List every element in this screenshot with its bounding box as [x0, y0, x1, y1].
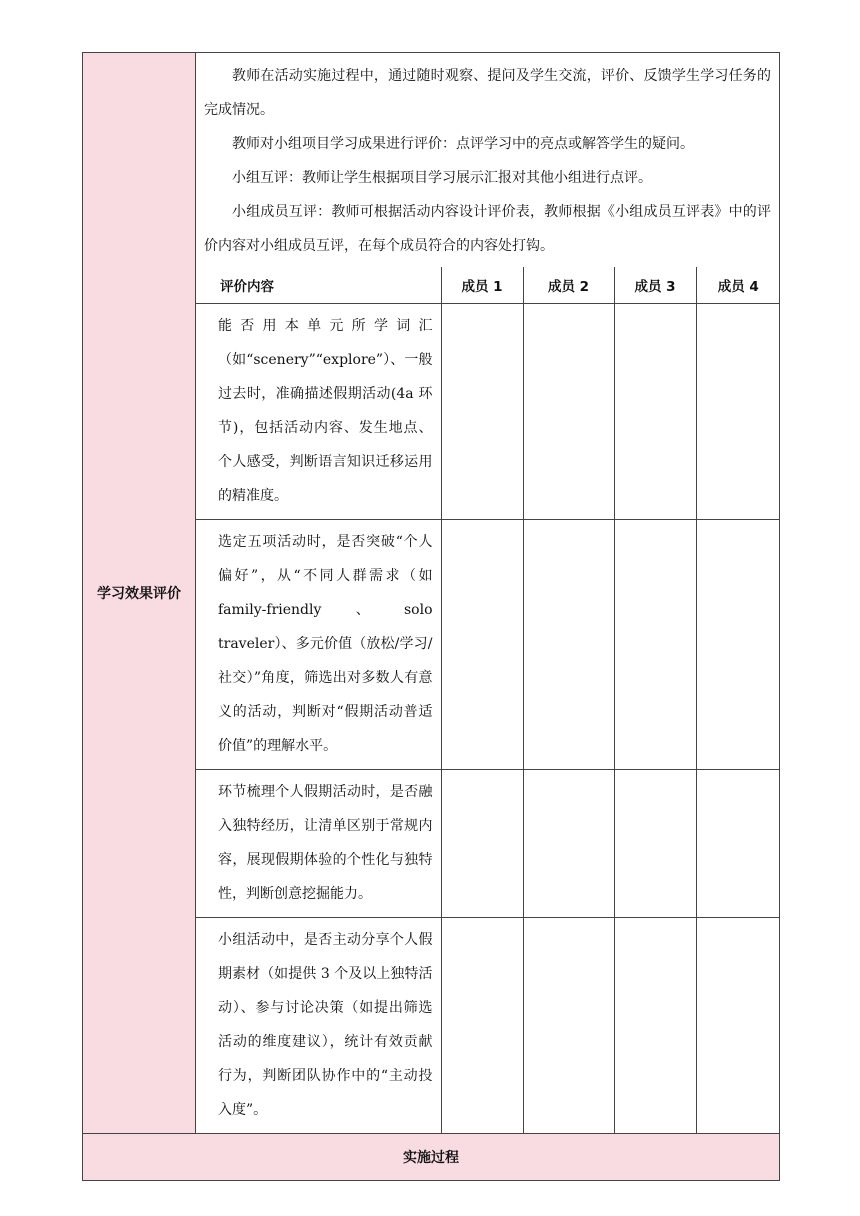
member-4-check-cell[interactable]	[696, 520, 780, 770]
peer-evaluation-table	[196, 267, 780, 1133]
member-2-check-cell[interactable]	[523, 304, 614, 520]
member-1-check-cell[interactable]	[441, 918, 523, 1134]
member-3-check-cell[interactable]	[614, 770, 696, 918]
member-1-check-cell[interactable]	[441, 770, 523, 918]
header-member-2: 成员 2	[523, 267, 614, 304]
member-4-check-cell[interactable]	[696, 918, 780, 1134]
section-content	[196, 53, 780, 1134]
implementation-process-header	[83, 1134, 780, 1181]
evaluation-header-row	[196, 267, 780, 304]
criterion-text: 能否用本单元所学词汇（如“scenery”“explore”）、一般过去时，准确描述假期活动(4a 环节)，包括活动内容、发生地点、个人感受，判断语言知识迁移运用的精准度。	[196, 304, 441, 520]
header-criteria: 评价内容	[196, 267, 441, 304]
intro-block	[196, 53, 779, 267]
member-3-check-cell[interactable]	[614, 918, 696, 1134]
intro-paragraph-3: 小组互评：教师让学生根据项目学习展示汇报对其他小组进行点评。	[232, 170, 652, 186]
member-1-check-cell[interactable]	[441, 304, 523, 520]
criterion-text: 环节梳理个人假期活动时，是否融入独特经历，让清单区别于常规内容，展现假期体验的个性化与独特性，判断创意挖掘能力。	[196, 770, 441, 918]
intro-paragraph-1: 教师在活动实施过程中，通过随时观察、提问及学生交流，评价、反馈学生学习任务的完成情况。	[204, 68, 771, 118]
member-4-check-cell[interactable]	[696, 304, 780, 520]
criterion-text: 小组活动中，是否主动分享个人假期素材（如提供 3 个及以上独特活动）、参与讨论决策（如提出筛选活动的维度建议），统计有效贡献行为，判断团队协作中的“主动投入度”。	[196, 918, 441, 1134]
member-1-check-cell[interactable]	[441, 520, 523, 770]
criterion-text: 选定五项活动时，是否突破“个人偏好”，从“不同人群需求（如 family-friendly、solo traveler）、多元价值（放松/学习/社交）”角度，筛选出对多数人有意义的活动，判断对“假期活动普适价值”的理解水平。	[196, 520, 441, 770]
intro-paragraph-4: 小组成员互评：教师可根据活动内容设计评价表，教师根据《小组成员互评表》中的评价内容对小组成员互评，在每个成员符合的内容处打钩。	[204, 204, 771, 254]
lesson-plan-table	[82, 52, 780, 1181]
evaluation-row	[196, 770, 780, 918]
implementation-process-label: 实施过程	[403, 1150, 459, 1166]
intro-paragraph-2: 教师对小组项目学习成果进行评价：点评学习中的亮点或解答学生的疑问。	[232, 136, 694, 152]
evaluation-row	[196, 304, 780, 520]
evaluation-row	[196, 520, 780, 770]
member-2-check-cell[interactable]	[523, 520, 614, 770]
header-member-1: 成员 1	[441, 267, 523, 304]
member-3-check-cell[interactable]	[614, 304, 696, 520]
evaluation-row	[196, 918, 780, 1134]
member-2-check-cell[interactable]	[523, 770, 614, 918]
member-2-check-cell[interactable]	[523, 918, 614, 1134]
member-4-check-cell[interactable]	[696, 770, 780, 918]
member-3-check-cell[interactable]	[614, 520, 696, 770]
header-member-4: 成员 4	[696, 267, 780, 304]
section-label: 学习效果评价	[97, 586, 181, 602]
header-member-3: 成员 3	[614, 267, 696, 304]
section-label-cell	[83, 53, 196, 1134]
